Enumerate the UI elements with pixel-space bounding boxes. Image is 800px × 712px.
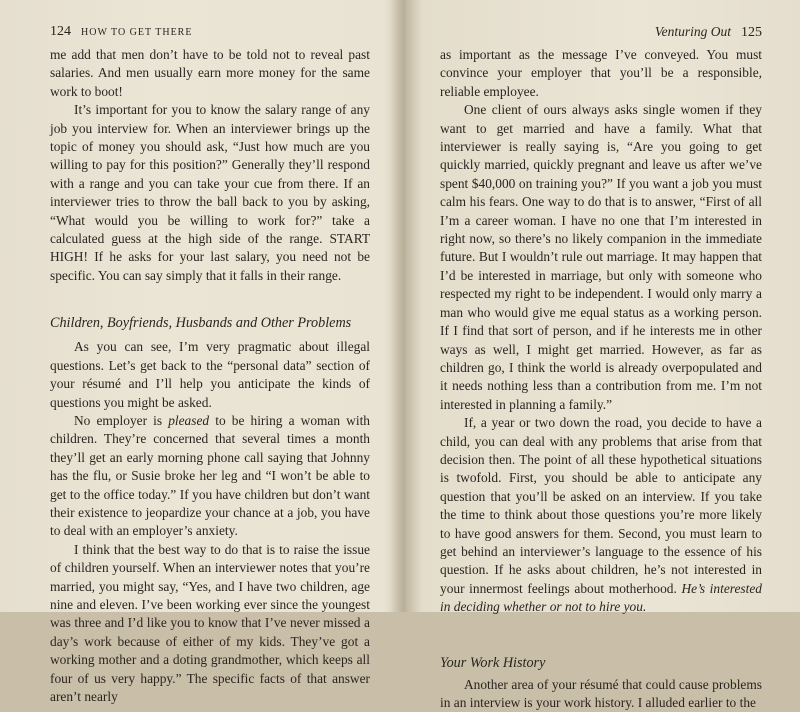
section-heading-work-history: Your Work History <box>440 654 546 671</box>
left-page-number: 124 <box>50 24 71 39</box>
right-page-body <box>440 46 762 712</box>
right-page <box>400 0 800 710</box>
paragraph-text: No employer is <box>74 412 169 428</box>
emphasis-text: pleased <box>168 412 210 428</box>
left-page <box>0 0 400 704</box>
paragraph: Another area of your résumé that could cause problems in an interview is your work history. I alluded earlier to the <box>440 676 762 710</box>
right-running-head: Venturing Out <box>654 24 731 39</box>
right-page-number: 125 <box>741 25 762 40</box>
paragraph <box>440 414 762 616</box>
paragraph: as important as the message I’ve conveyed. You must convince your employer that you’ll be a responsible, reliable employee. <box>440 47 762 99</box>
paragraph: It’s important for you to know the salary range of any job you interview for. When an interviewer brings up the topic of money you should ask, “Just how much are you willing to pay for this position?” Generally they’ll respond with a range and you can take your cue from there. If an interviewer tries to throw the ball back to you by asking, “What would you be willing to work for?” take a calculated guess at the high side of the range. START HIGH! If he asks for your last salary, you need not be specific. You can say simply that it falls in their range. <box>50 102 370 283</box>
emphasis-text: He’s interested in deciding whether or not to hire you. <box>440 580 762 615</box>
section-heading-children: Children, Boyfriends, Husbands and Other Problems <box>50 315 352 332</box>
left-page-body <box>50 46 370 706</box>
left-page-header <box>50 24 370 42</box>
paragraph: One client of ours always asks single women if they want to get married and have a family. What that interviewer is really saying is, “Are you going to get quickly married, quickly pregnant and leave us after we’ve spent $40,000 on training you?” If you want a job you must calm his fears. One way to do that is to answer, “First of all I’m a career woman. I have no one that I’m interested in right now, so there’s no likely companion in the immediate future. But I wouldn’t rule out marriage. It may happen that I’d be interested in marriage, but only with someone who respected my right to be independent. I would only marry a man who would give me equal status as a working person. If I find that sort of person, and if he interests me in other ways as well, I might get married. However, as far as children go, I think the world is already overpopulated and it needs nothing less than a contribution from me. I’m not interested in planning a family.” <box>440 102 762 412</box>
paragraph-text: If, a year or two down the road, you decide to have a child, you can deal with any problems that arise from that decision then. The point of all these hypothetical situations is twofold. First, you should be able to anticipate any question that you’ll be asked on an interview. If you take the time to think about those questions you’re more likely to have good answers for them. Second, you must learn to get behind an interviewer’s language to the essence of his question. If he asks about children, he’s not interested in your innermost feelings about motherhood. <box>440 415 762 596</box>
paragraph: As you can see, I’m very pragmatic about illegal questions. Let’s get back to the “personal data” section of your résumé and I’ll help you anticipate the kinds of questions you might be asked. <box>50 339 370 410</box>
paragraph <box>50 412 370 541</box>
paragraph: me add that men don’t have to be told not to reveal past salaries. And men usually earn more money for the same work to boot! <box>50 47 370 99</box>
paragraph-text: to be hiring a woman with children. They’re concerned that several times a month they’ll get an early morning phone call saying that Johnny has the flu, or Susie broke her leg and “I won’t be able to get to the office today.” If you have children but don’t want their existence to jeopardize your chance at a job, you have to deal with an employer’s anxiety. <box>50 412 370 539</box>
paragraph: I think that the best way to do that is to raise the issue of children yourself. When an interviewer notes that you’re married, you might say, “Yes, and I have two children, age nine and eleven. I’ve been working ever since the youngest was three and I’d like you to know that I’ve never missed a day’s work because of either of my kids. They’ve got a working mother and a doting grandmother, which keeps all four of us very happy.” The specific facts of that answer aren’t nearly <box>50 541 370 704</box>
left-running-head: HOW TO GET THERE <box>81 27 193 38</box>
right-page-header <box>440 24 762 42</box>
